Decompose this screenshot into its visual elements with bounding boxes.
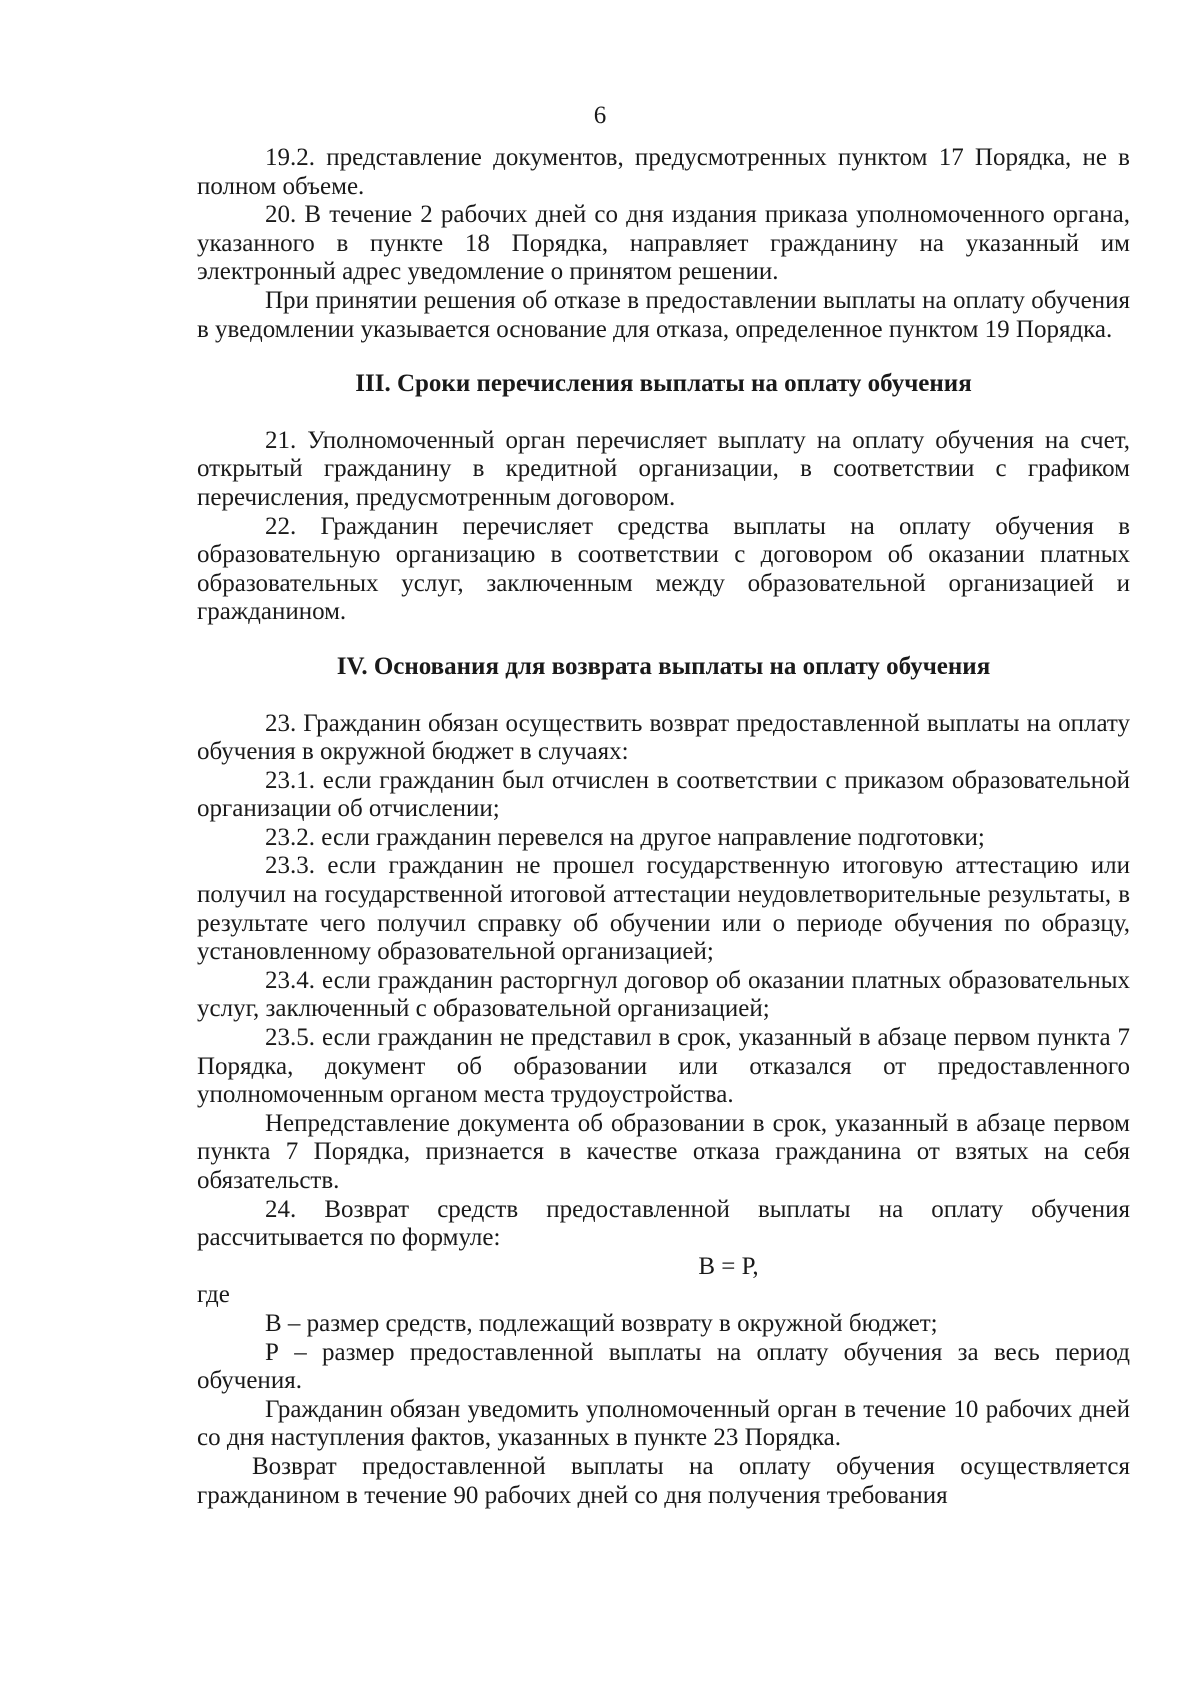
paragraph-23-2: 23.2. если гражданин перевелся на другое направление подготовки; <box>265 823 985 851</box>
document-body <box>197 144 1130 1510</box>
section-3-heading: III. Сроки перечисления выплаты на оплату обучения <box>355 370 972 398</box>
paragraph-refusal-notice: При принятии решения об отказе в предоставлении выплаты на оплату обучения в уведомлении указывается основание для отказа, определенное пунктом 19 Порядка. <box>197 286 1130 343</box>
definition-b: В – размер средств, подлежащий возврату в окружной бюджет; <box>265 1309 938 1337</box>
paragraph-24: 24. Возврат средств предоставленной выплаты на оплату обучения рассчитывается по формуле: <box>197 1195 1130 1252</box>
paragraph-23-4: 23.4. если гражданин расторгнул договор об оказании платных образовательных услуг, заключенный с образовательной организацией; <box>197 966 1130 1023</box>
paragraph-19-2: 19.2. представление документов, предусмотренных пунктом 17 Порядка, не в полном объеме. <box>197 144 1130 200</box>
paragraph-23-3: 23.3. если гражданин не прошел государственную итоговую аттестацию или получил на государственной итоговой аттестации неудовлетворительные результаты, в результате чего получил справку об обучении или о периоде обучения по образцу, установленному образовательной организацией; <box>197 852 1130 966</box>
where-label: где <box>197 1281 230 1309</box>
paragraph-return-term: Возврат предоставленной выплаты на оплату обучения осуществляется гражданином в течение 90 рабочих дней со дня получения требования <box>197 1452 1130 1509</box>
paragraph-23-1: 23.1. если гражданин был отчислен в соответствии с приказом образовательной организации об отчислении; <box>197 766 1130 823</box>
paragraph-22: 22. Гражданин перечисляет средства выплаты на оплату обучения в образовательную организацию в соответствии с договором об оказании платных образовательных услуг, заключенным между образовательной организацией и гражданином. <box>197 512 1130 626</box>
definition-p: Р – размер предоставленной выплаты на оплату обучения за весь период обучения. <box>197 1338 1130 1395</box>
section-4-heading: IV. Основания для возврата выплаты на оплату обучения <box>336 652 991 680</box>
paragraph-notify: Гражданин обязан уведомить уполномоченный орган в течение 10 рабочих дней со дня наступления фактов, указанных в пункте 23 Порядка. <box>197 1395 1130 1452</box>
formula: В = Р, <box>698 1252 759 1280</box>
paragraph-non-submission: Непредставление документа об образовании в срок, указанный в абзаце первом пункта 7 Порядка, признается в качестве отказа гражданина от взятых на себя обязательств. <box>197 1109 1130 1194</box>
paragraph-20: 20. В течение 2 рабочих дней со дня издания приказа уполномоченного органа, указанного в пункте 18 Порядка, направляет гражданину на указанный им электронный адрес уведомление о принятом решении. <box>197 201 1130 286</box>
paragraph-21: 21. Уполномоченный орган перечисляет выплату на оплату обучения на счет, открытый гражданину в кредитной организации, в соответствии с графиком перечисления, предусмотренным договором. <box>197 426 1130 511</box>
paragraph-23: 23. Гражданин обязан осуществить возврат предоставленной выплаты на оплату обучения в окружной бюджет в случаях: <box>197 709 1130 766</box>
page-number: 6 <box>593 102 607 129</box>
paragraph-23-5: 23.5. если гражданин не представил в срок, указанный в абзаце первом пункта 7 Порядка, документ об образовании или отказался от предоставленного уполномоченным органом места трудоустройства. <box>197 1024 1130 1109</box>
